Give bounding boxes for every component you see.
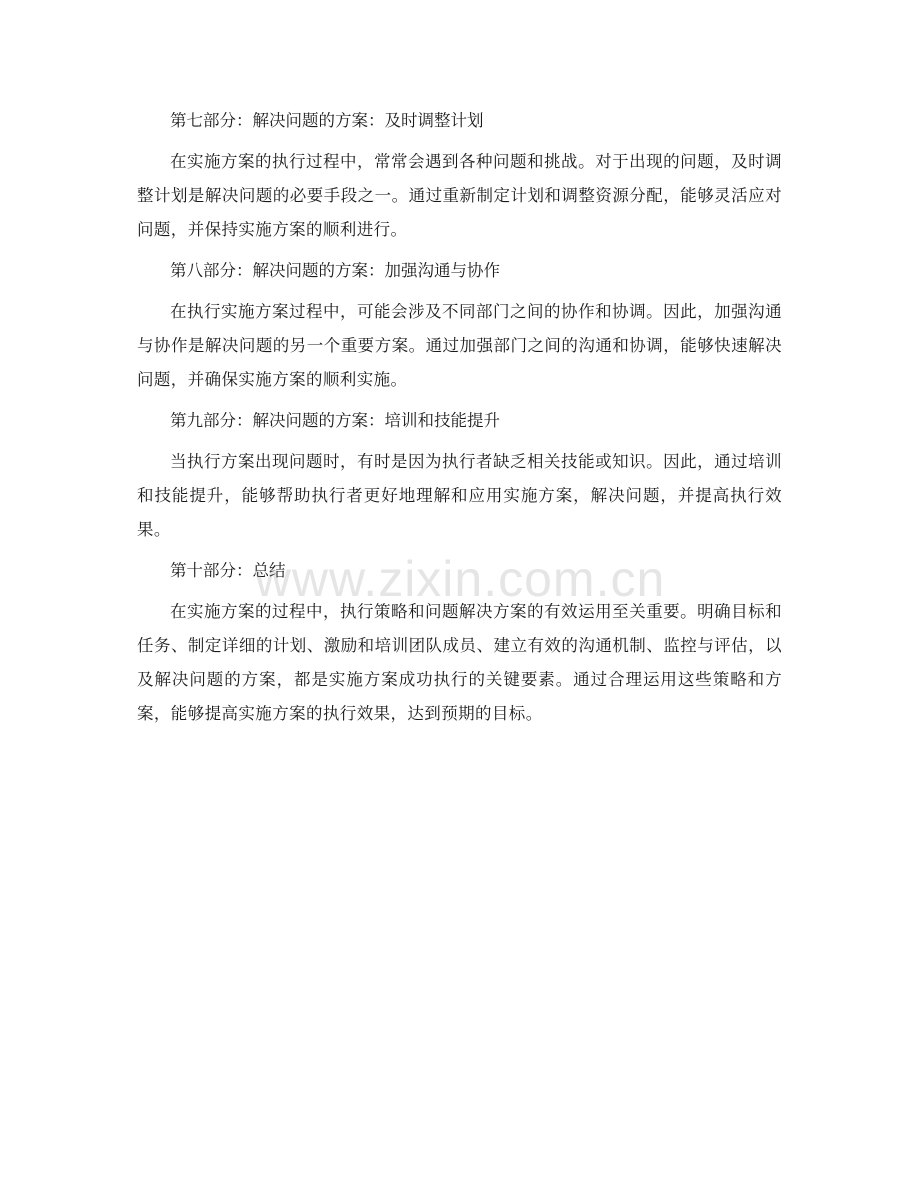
section-body-8: 在执行实施方案过程中，可能会涉及不同部门之间的协作和协调。因此，加强沟通与协作是解决问题的另一个重要方案。通过加强部门之间的沟通和协调，能够快速解决问题，并确保实施方案的顺利实施。 <box>137 302 782 389</box>
watermark: www.zixin.com.cn <box>254 551 666 607</box>
section-body-7: 在实施方案的执行过程中，常常会遇到各种问题和挑战。对于出现的问题，及时调整计划是解决问题的必要手段之一。通过重新制定计划和调整资源分配，能够灵活应对问题，并保持实施方案的顺利进行。 <box>137 152 782 239</box>
section-heading-10: 第十部分：总结 <box>170 561 286 580</box>
section-heading-9: 第九部分：解决问题的方案：培训和技能提升 <box>170 411 500 430</box>
section-heading-8: 第八部分：解决问题的方案：加强沟通与协作 <box>170 261 500 280</box>
section-heading-7: 第七部分：解决问题的方案：及时调整计划 <box>170 111 484 130</box>
document-content <box>137 104 782 738</box>
section-body-10: 在实施方案的过程中，执行策略和问题解决方案的有效运用至关重要。明确目标和任务、制定详细的计划、激励和培训团队成员、建立有效的沟通机制、监控与评估，以及解决问题的方案，都是实施方案成功执行的关键要素。通过合理运用这些策略和方案，能够提高实施方案的执行效果，达到预期的目标。 <box>137 602 782 723</box>
section-body-9: 当执行方案出现问题时，有时是因为执行者缺乏相关技能或知识。因此，通过培训和技能提升，能够帮助执行者更好地理解和应用实施方案，解决问题，并提高执行效果。 <box>137 452 782 539</box>
